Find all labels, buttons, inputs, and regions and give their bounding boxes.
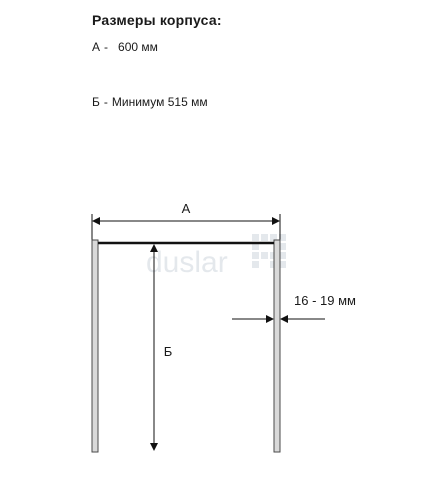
dimension-a-value: 600 мм <box>118 40 158 54</box>
watermark-logo-icon <box>252 234 286 268</box>
dimension-b-separator: - <box>103 95 108 109</box>
width-label: А <box>181 201 191 216</box>
heading: Размеры корпуса: <box>92 12 222 28</box>
thickness-label: 16 - 19 мм <box>294 293 356 308</box>
dimension-a-separator: - <box>104 40 109 54</box>
height-label: Б <box>163 344 173 359</box>
watermark-text: duslar <box>146 246 228 279</box>
dimension-b-value: Минимум 515 мм <box>111 95 208 109</box>
watermark <box>146 234 286 279</box>
left-side-panel <box>92 240 98 452</box>
dimension-a-key: А <box>92 40 101 54</box>
dimension-b-key: Б <box>92 95 100 109</box>
right-side-panel <box>274 240 280 452</box>
